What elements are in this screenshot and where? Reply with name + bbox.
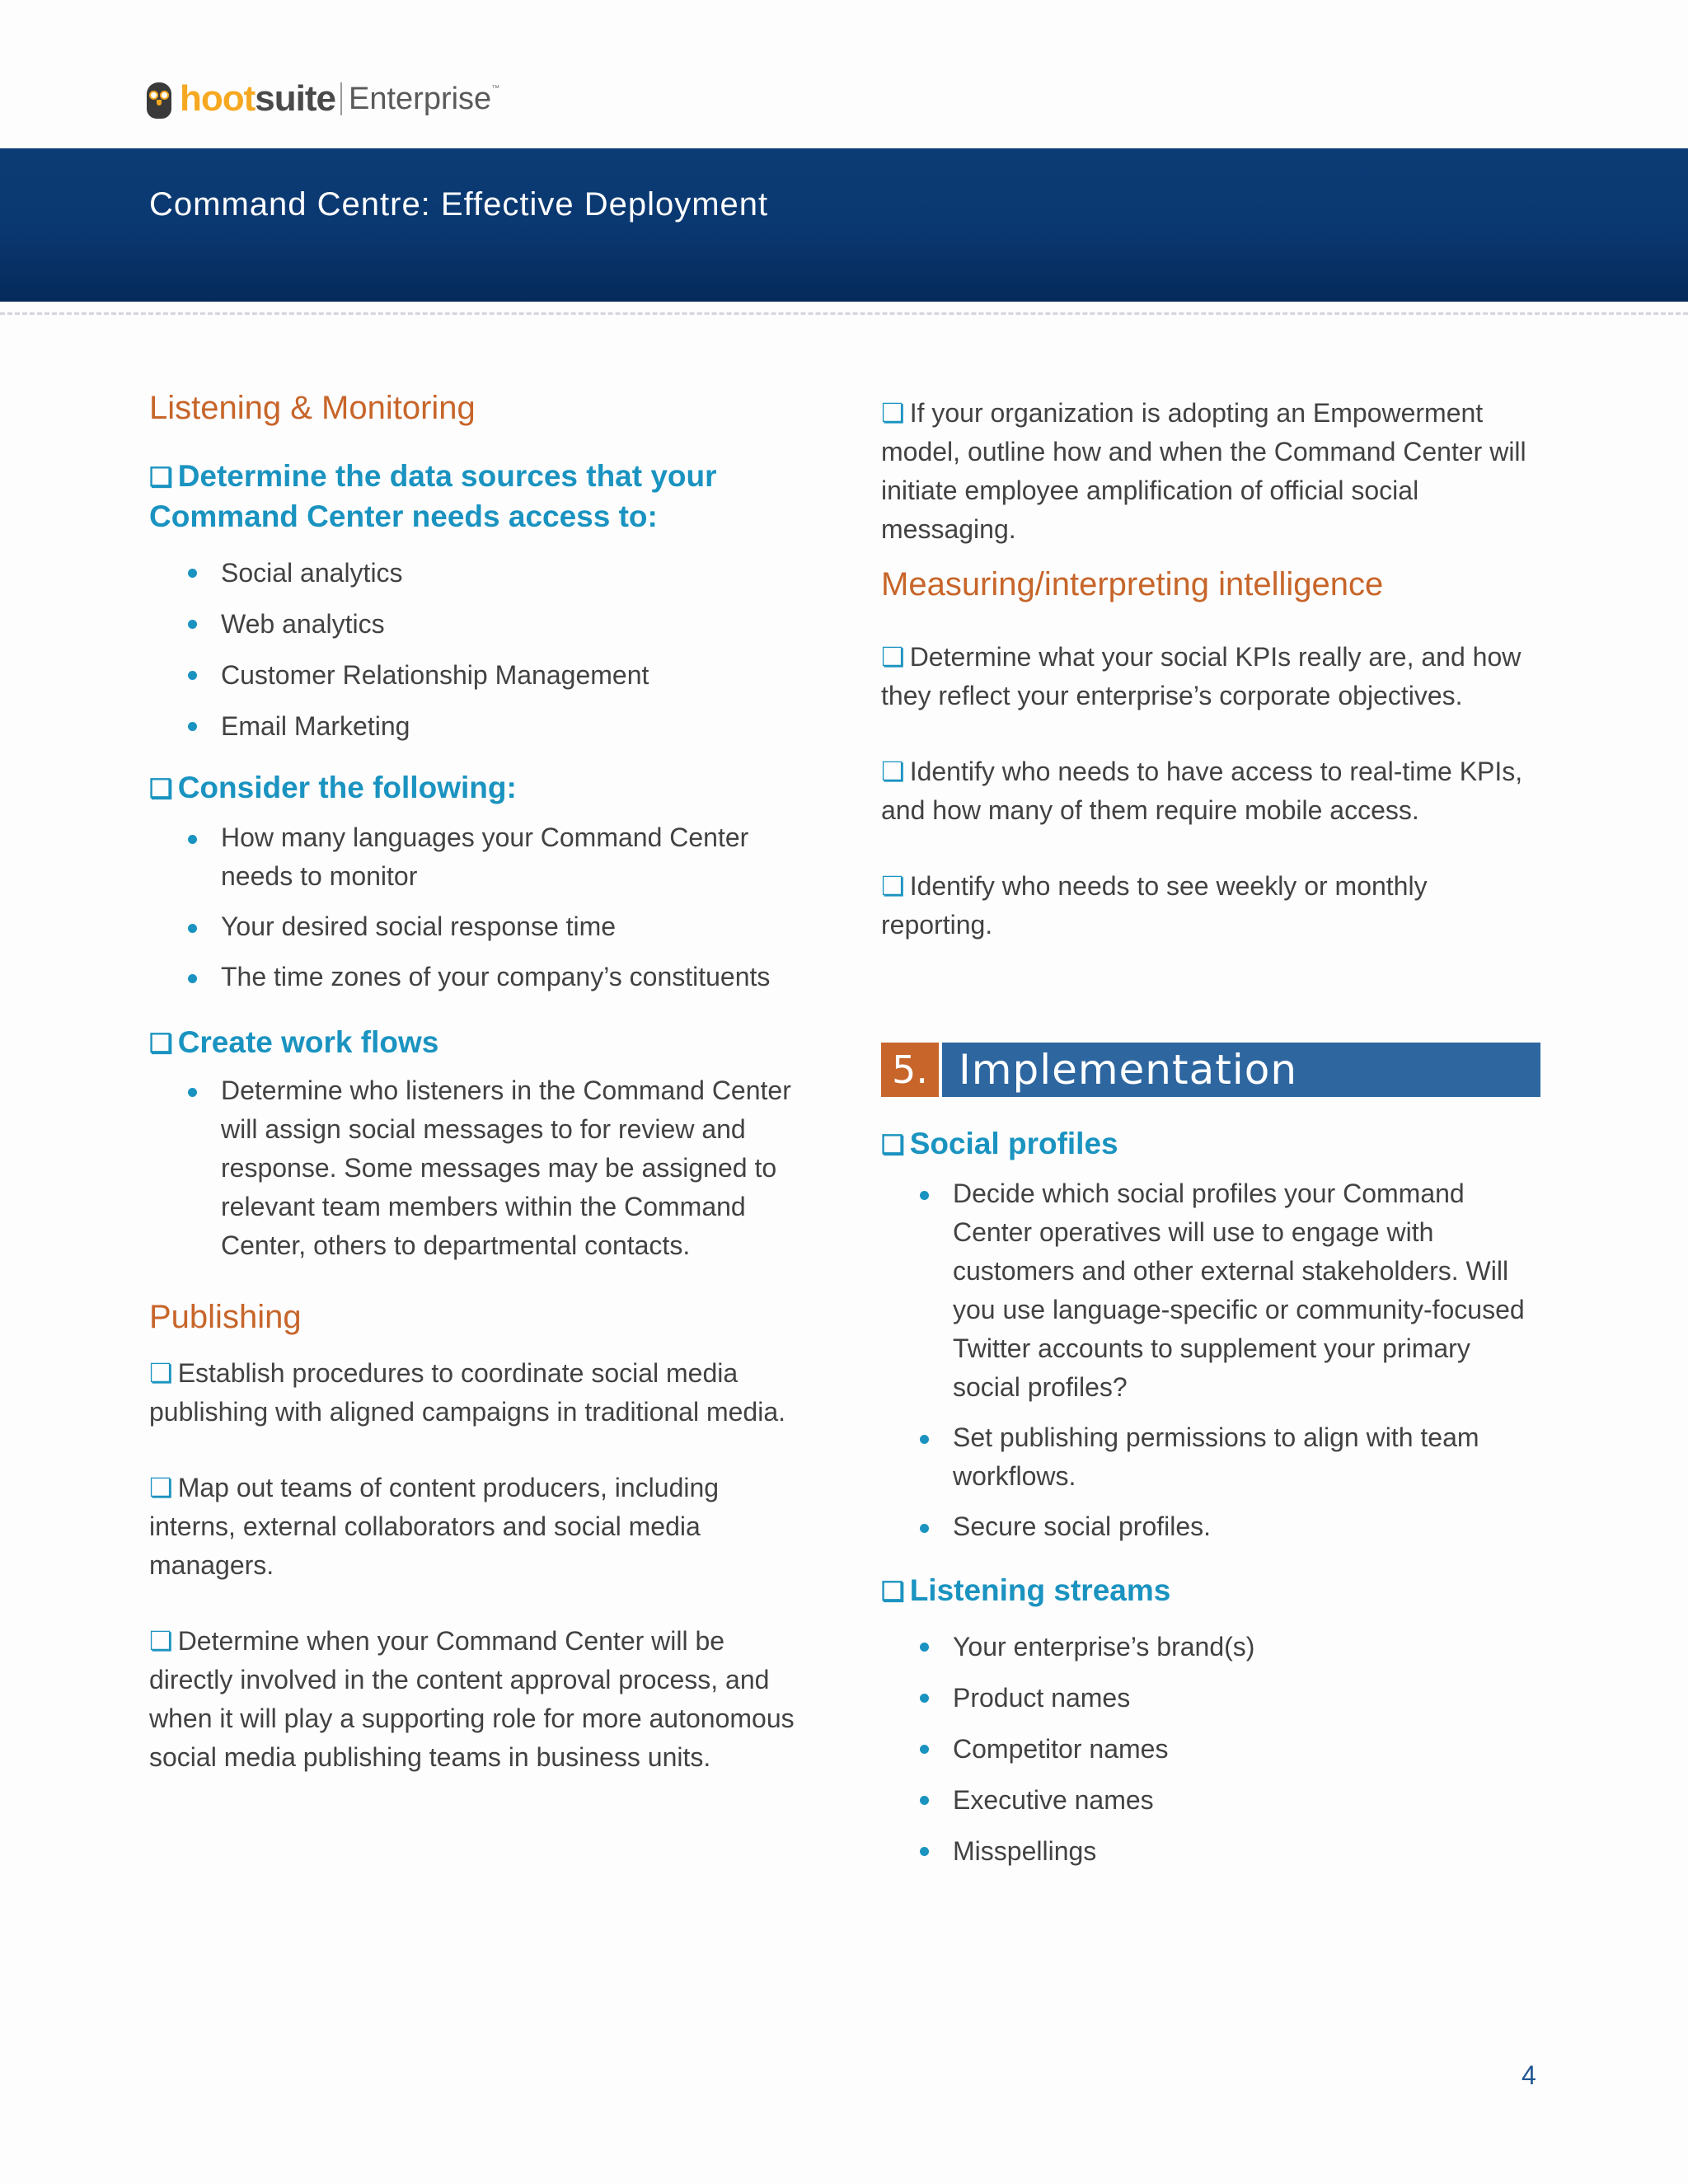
listening-monitoring-heading: Listening & Monitoring [149,390,476,426]
checkbox-icon: ❏ [881,642,905,672]
bullet-icon [920,1191,929,1200]
list-item: Secure social profiles. [881,1507,1540,1546]
list-item: Misspellings [881,1825,1540,1877]
checkbox-icon: ❏ [881,1130,905,1160]
consider-list [149,818,833,996]
bullet-icon [920,1694,929,1703]
empowerment-item: ❏ If your organization is adopting an Empowerment model, outline how and when the Command Center will initiate employee amplification of official social messaging. [881,398,1526,544]
publishing-item: ❏ Establish procedures to coordinate social media publishing with aligned campaigns in traditional media. [149,1358,786,1427]
checkbox-icon: ❏ [881,398,905,428]
implementation-column [881,1124,1540,1877]
bullet-icon [920,1796,929,1805]
list-item: Decide which social profiles your Command Center operatives will use to engage with customers and other external stakeholders. Will you use language-specific or community-focused Twitter accounts to supplement your primary social profiles? [881,1174,1540,1407]
bullet-icon [188,569,197,578]
social-profiles-heading-text: Social profiles [909,1127,1118,1160]
hootsuite-enterprise-logo [145,73,499,125]
listening-streams-list [881,1621,1540,1877]
listening-streams-heading-text: Listening streams [909,1573,1171,1607]
checkbox-icon: ❏ [149,1358,173,1388]
title-banner [0,148,1688,302]
list-item: Email Marketing [149,701,833,752]
data-sources-heading-text: Determine the data sources that your Command Center needs access to: [149,459,717,533]
listening-streams-heading [881,1571,1540,1611]
brand-divider [340,82,342,115]
brand-enterprise: Enterprise [349,81,492,116]
bullet-icon [188,835,197,844]
work-flows-heading-text: Create work flows [177,1025,439,1059]
list-item: Your enterprise’s brand(s) [881,1621,1540,1672]
checkbox-icon: ❏ [881,871,905,901]
publishing-item: ❏ Map out teams of content producers, including interns, external collaborators and social media managers. [149,1473,720,1580]
measuring-item: ❏ Determine what your social KPIs really are, and how they reflect your enterprise’s corporate objectives. [881,642,1522,710]
list-item: Social analytics [149,547,833,598]
checkbox-icon: ❏ [149,1029,173,1058]
list-item: Web analytics [149,598,833,649]
measuring-item: ❏ Identify who needs to have access to real-time KPIs, and how many of them require mobile access. [881,757,1523,825]
publishing-heading: Publishing [149,1299,302,1335]
right-column [881,394,1540,944]
brand-trademark: ™ [491,84,500,93]
checkbox-icon: ❏ [149,1473,173,1502]
bullet-icon [920,1435,929,1444]
data-sources-heading [149,457,726,536]
checkbox-icon: ❏ [149,462,173,492]
left-column [149,387,833,1777]
bullet-icon [188,1088,197,1097]
section-title: Implementation [942,1043,1540,1097]
measuring-item: ❏ Identify who needs to see weekly or monthly reporting. [881,871,1428,940]
bullet-icon [920,1745,929,1754]
list-item: Executive names [881,1774,1540,1825]
bullet-icon [920,1524,929,1533]
measuring-heading: Measuring/interpreting intelligence [881,566,1384,602]
checkbox-icon: ❏ [149,1626,173,1656]
work-flows-heading [149,1023,833,1063]
publishing-item: ❏ Determine when your Command Center will be directly involved in the content approval process, and when it will play a supporting role for more autonomous social media publishing teams in business units. [149,1626,795,1772]
list-item: Determine who listeners in the Command Center will assign social messages to for review and response. Some messages may be assigned to relevant team members within the Command Center, others to departmental contacts. [149,1071,833,1265]
bullet-icon [188,974,197,983]
list-item: Your desired social response time [149,907,833,946]
list-item: How many languages your Command Center needs to monitor [149,818,833,896]
work-flows-list [149,1071,833,1265]
bullet-icon [188,924,197,933]
bullet-icon [188,722,197,731]
list-item: Competitor names [881,1723,1540,1774]
consider-heading [149,768,833,808]
social-profiles-list [881,1174,1540,1546]
list-item: Customer Relationship Management [149,649,833,701]
bullet-icon [188,620,197,629]
brand-suite: suite [255,78,335,119]
checkbox-icon: ❏ [881,757,905,786]
bullet-icon [920,1643,929,1652]
list-item: Product names [881,1672,1540,1723]
banner-title: Command Centre: Effective Deployment [149,186,769,223]
dashed-divider [0,312,1688,315]
owl-logo-icon [145,77,173,120]
checkbox-icon: ❏ [881,1577,905,1606]
implementation-section-bar [881,1043,1540,1097]
page-number: 4 [1522,2060,1536,2090]
data-sources-list [149,547,833,752]
social-profiles-heading [881,1124,1540,1165]
checkbox-icon: ❏ [149,774,173,804]
bullet-icon [188,671,197,680]
list-item: Set publishing permissions to align with team workflows. [881,1418,1540,1496]
section-number: 5. [881,1043,939,1097]
brand-hoot: hoot [180,78,256,119]
consider-heading-text: Consider the following: [177,771,517,804]
list-item: The time zones of your company’s constituents [149,958,833,996]
bullet-icon [920,1847,929,1856]
